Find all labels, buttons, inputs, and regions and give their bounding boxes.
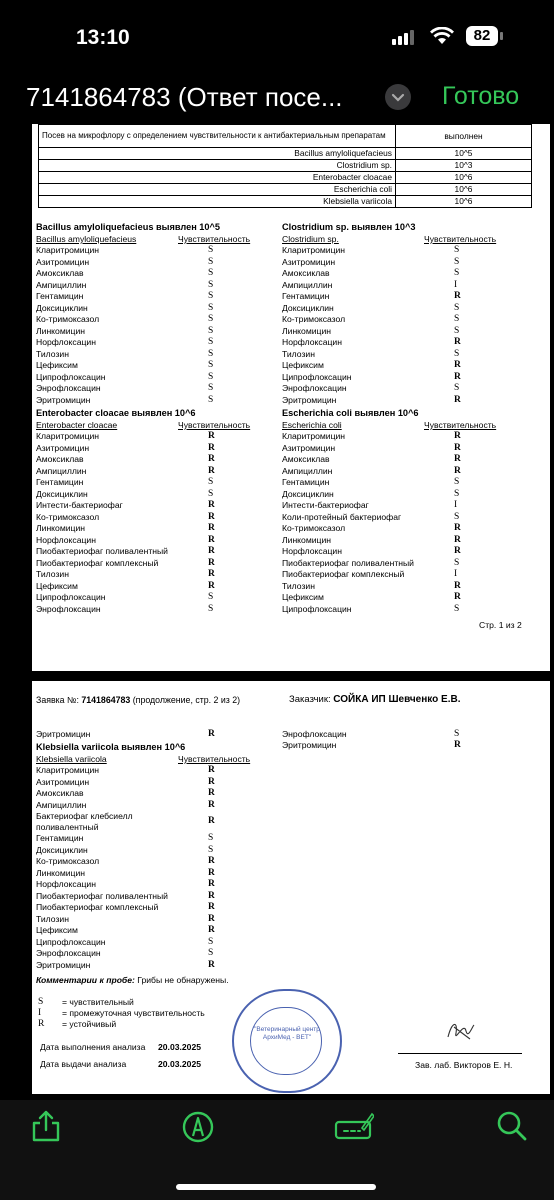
share-icon[interactable] (28, 1108, 64, 1144)
drug-name: Линкомицин (36, 325, 85, 336)
drug-name: Азитромицин (282, 256, 336, 267)
block-title: Enterobacter cloacae выявлен 10^6 (36, 408, 196, 418)
sensitivity-value: R (208, 765, 215, 775)
culture-name: Clostridium sp. (39, 160, 396, 172)
drug-name: Доксициклин (282, 488, 334, 499)
cellular-signal-icon (392, 29, 418, 45)
sensitivity-value: R (454, 454, 461, 464)
sensitivity-value: S (208, 603, 214, 614)
sensitivity-value: R (208, 534, 215, 545)
sensitivity-value: S (208, 256, 214, 267)
sensitivity-value: S (454, 603, 460, 614)
drug-name: Интести-бактериофаг (36, 500, 123, 510)
culture-value: 10^6 (396, 172, 532, 184)
culture-value: 10^6 (396, 184, 532, 196)
sensitivity-value: S (454, 325, 460, 336)
culture-table-row (39, 196, 532, 208)
drug-name: Ципрофлоксацин (36, 371, 106, 382)
drug-name: Ципрофлоксацин (282, 603, 352, 614)
drug-name: Доксициклин (36, 302, 88, 313)
sensitivity-value: S (454, 302, 460, 313)
drug-name: Интести-бактериофаг (282, 500, 369, 510)
sensitivity-value: R (454, 523, 461, 533)
drug-name: Энрофлоксацин (282, 729, 347, 739)
drug-name: Пиобактериофаг поливалентный (36, 890, 168, 901)
sensitivity-value: S (208, 936, 214, 947)
sensitivity-value: S (208, 337, 214, 347)
drug-name: Пиобактериофаг комплексный (282, 569, 405, 579)
date-done: 20.03.2025 (158, 1042, 202, 1052)
block-title: Escherichia coli выявлен 10^6 (282, 408, 419, 418)
drug-name: Ампициллин (36, 279, 87, 290)
signature-line (398, 1053, 522, 1054)
drug-name: Линкомицин (282, 534, 331, 545)
sensitivity-value: S (208, 302, 214, 313)
drug-name: Пиобактериофаг поливалентный (36, 546, 168, 556)
drug-name: Кларитромицин (282, 431, 346, 441)
block-title: Klebsiella variicola выявлен 10^6 (36, 742, 186, 752)
sensitivity-value: R (454, 337, 461, 347)
date-issue: 20.03.2025 (158, 1059, 202, 1069)
drug-name: Ампициллин (36, 465, 87, 476)
drug-name: Цефиксим (36, 360, 78, 370)
drug-name: Амоксиклав (36, 268, 84, 278)
drug-name: Амоксиклав (36, 788, 84, 798)
sensitivity-value: S (208, 371, 214, 382)
sensitivity-value: S (208, 268, 214, 278)
drug-name: Ко-тримоксазол (36, 314, 100, 324)
customer-label: Заказчик: (289, 694, 331, 705)
sensitivity-value: S (454, 729, 460, 739)
culture-table-row (39, 184, 532, 196)
drug-name: Азитромицин (282, 442, 336, 453)
markup-icon[interactable] (180, 1108, 216, 1144)
drug-name: Кларитромицин (36, 765, 100, 775)
drug-name: Энрофлоксацин (36, 603, 101, 614)
drug-name: Гентамицин (36, 291, 84, 301)
sensitivity-value: S (454, 488, 460, 499)
legend-text: = устойчивый (62, 1019, 117, 1029)
sensitivity-value: S (208, 394, 214, 405)
comment-label: Комментарии к пробе: (36, 975, 135, 985)
drug-name: Эритромицин (36, 394, 91, 405)
nav-bar (0, 72, 554, 122)
sensitivity-value: R (208, 925, 215, 935)
date-issue-label: Дата выдачи анализа (40, 1059, 127, 1069)
drug-name: Пиобактериофаг комплексный (36, 557, 159, 568)
drug-name: Амоксиклав (282, 268, 330, 278)
sensitivity-value: R (208, 902, 215, 912)
sensitivity-value: R (208, 856, 215, 866)
sensitivity-value: R (454, 534, 461, 545)
drug-name: Ципрофлоксацин (36, 936, 106, 947)
culture-name: Enterobacter cloacae (39, 172, 396, 184)
sensitivity-value: S (454, 314, 460, 324)
drug-name: Норфлоксацин (282, 337, 342, 347)
culture-table-status: выполнен (396, 125, 532, 148)
organism-header: Enterobacter cloacae (36, 420, 118, 430)
drug-name: Ципрофлоксацин (36, 592, 106, 602)
signature (444, 1017, 478, 1047)
drug-name: Эритромицин (36, 729, 91, 739)
drug-name: Кларитромицин (282, 245, 346, 255)
sensitivity-value: R (454, 371, 461, 382)
drug-name: Кларитромицин (36, 245, 100, 255)
status-bar (0, 0, 554, 70)
drug-name: Доксициклин (36, 488, 88, 499)
drug-name: Доксициклин (36, 844, 88, 855)
legend-text: = чувствительный (62, 997, 134, 1007)
drug-name: Норфлоксацин (36, 337, 96, 347)
sensitivity-value: R (454, 442, 461, 453)
sensitivity-value: S (454, 245, 460, 255)
sensitivity-value: S (208, 833, 214, 843)
drug-name: Амоксиклав (282, 454, 330, 464)
sensitivity-value: S (208, 348, 214, 359)
drug-name: Энрофлоксацин (282, 383, 347, 393)
drug-name: Ко-тримоксазол (36, 856, 100, 866)
drug-name: Гентамицин (282, 291, 330, 301)
sensitivity-value: I (454, 500, 458, 510)
drug-name: Амоксиклав (36, 454, 84, 464)
drug-name: Ампициллин (282, 279, 333, 290)
drug-name: Ко-тримоксазол (36, 511, 100, 522)
sensitivity-value: R (208, 442, 215, 453)
signer-name: Зав. лаб. Викторов Е. Н. (415, 1060, 513, 1070)
sensitivity-value: S (208, 592, 214, 602)
sensitivity-value: R (208, 431, 215, 441)
sensitivity-header: Чувствительность (424, 234, 497, 244)
sensitivity-value: S (454, 256, 460, 267)
sensitivity-value: S (208, 948, 214, 958)
sensitivity-value: S (208, 488, 214, 499)
home-indicator (176, 1184, 376, 1190)
battery-tip (500, 32, 503, 40)
sensitivity-value: S (208, 314, 214, 324)
sensitivity-value: R (454, 360, 461, 370)
sensitivity-value: R (454, 740, 461, 750)
sensitivity-value: R (208, 867, 215, 878)
sensitivity-value: R (208, 580, 215, 591)
sensitivity-value: R (454, 546, 461, 556)
lab-stamp (232, 989, 342, 1093)
organism-header: Clostridium sp. (282, 234, 339, 244)
sensitivity-value: S (208, 360, 214, 370)
sensitivity-value: R (208, 816, 215, 826)
drug-name: Ампициллин (282, 465, 333, 476)
drug-name: Цефиксим (36, 580, 78, 591)
sensitivity-value: R (208, 500, 215, 510)
culture-table-row (39, 148, 532, 160)
legend-key: I (38, 1008, 42, 1018)
culture-table (38, 124, 532, 208)
document-page-1 (32, 124, 550, 671)
signature-icon[interactable] (334, 1108, 374, 1144)
sensitivity-value: R (454, 465, 461, 476)
drug-name: Кларитромицин (36, 431, 100, 441)
sensitivity-value: S (208, 325, 214, 336)
culture-table-title: Посев на микрофлору с определением чувствительности к антибактериальным препаратам (39, 125, 396, 148)
drug-name: Цефиксим (36, 925, 78, 935)
culture-value: 10^3 (396, 160, 532, 172)
drug-name: Ко-тримоксазол (282, 314, 346, 324)
sensitivity-value: S (454, 383, 460, 393)
organism-header: Klebsiella variicola (36, 754, 107, 764)
drug-name: Тилозин (282, 348, 315, 359)
drug-name: Пиобактериофаг комплексный (36, 902, 159, 912)
document-title[interactable]: 7141864783 (Ответ посе... (26, 82, 343, 112)
order-label: Заявка №: (36, 695, 79, 705)
drug-name: Коли-протейный бактериофаг (282, 511, 402, 522)
drug-name: Линкомицин (36, 867, 85, 878)
stamp-text: "Ветеринарный центр АрхиМед - ВЕТ" (254, 1026, 320, 1041)
sensitivity-value: R (208, 890, 215, 901)
drug-name: Энрофлоксацин (36, 948, 101, 958)
sensitivity-value: R (454, 580, 461, 591)
legend-key: R (38, 1019, 45, 1029)
sensitivity-value: R (208, 729, 215, 739)
clock: 13:10 (76, 26, 130, 49)
drug-name: Цефиксим (282, 360, 324, 370)
culture-name: Escherichia coli (39, 184, 396, 196)
search-icon[interactable] (494, 1108, 530, 1144)
drug-name: Эритромицин (36, 959, 91, 970)
order-number: 7141864783 (81, 695, 131, 705)
drug-name: Цефиксим (282, 592, 324, 602)
sensitivity-value: R (208, 546, 215, 556)
sensitivity-value: S (454, 268, 460, 278)
document-page-2 (32, 681, 550, 1094)
drug-name: Азитромицин (36, 442, 90, 453)
block-title: Clostridium sp. выявлен 10^3 (282, 222, 416, 232)
drug-name: Гентамицин (36, 477, 84, 487)
sensitivity-value: R (454, 394, 461, 405)
legend-text: = промежуточная чувствительность (62, 1008, 205, 1018)
sensitivity-value: S (454, 557, 460, 568)
legend-key: S (38, 997, 44, 1007)
culture-name: Bacillus amyloliquefacieus (39, 148, 396, 160)
drug-name: Линкомицин (36, 523, 85, 533)
culture-name: Klebsiella variicola (39, 196, 396, 208)
page-number: Стр. 1 из 2 (479, 620, 522, 630)
drug-name: Норфлоксацин (282, 546, 342, 556)
drug-name: Гентамицин (282, 477, 330, 487)
drug-name: Тилозин (36, 348, 69, 359)
drug-name: Доксициклин (282, 302, 334, 313)
culture-table-header (39, 125, 532, 148)
drug-name: Энрофлоксацин (36, 383, 101, 393)
sensitivity-value: R (454, 291, 461, 301)
culture-value: 10^5 (396, 148, 532, 160)
date-done-label: Дата выполнения анализа (40, 1042, 146, 1052)
sensitivity-value: R (454, 431, 461, 441)
drug-name: Ко-тримоксазол (282, 523, 346, 533)
sensitivity-value: S (208, 245, 214, 255)
drug-name: Норфлоксацин (36, 534, 96, 545)
chevron-down-icon[interactable] (385, 84, 411, 110)
sensitivity-value: R (208, 776, 215, 787)
sensitivity-value: S (454, 477, 460, 487)
organism-header: Escherichia coli (282, 420, 342, 430)
sensitivity-value: R (208, 569, 215, 579)
drug-name: Азитромицин (36, 776, 90, 787)
battery-icon: 82 (466, 26, 498, 46)
culture-table-row (39, 160, 532, 172)
customer-name: СОЙКА ИП Шевченко Е.В. (333, 694, 461, 705)
drug-name: Эритромицин (282, 394, 337, 405)
order-continuation: (продолжение, стр. 2 из 2) (132, 695, 241, 705)
sensitivity-value: R (208, 879, 215, 889)
drug-name: Линкомицин (282, 325, 331, 336)
sensitivity-value: R (208, 557, 215, 568)
sensitivity-value: R (208, 523, 215, 533)
sensitivity-value: I (454, 569, 458, 579)
drug-name: Пиобактериофаг поливалентный (282, 557, 414, 568)
sensitivity-value: R (208, 913, 215, 924)
drug-name: Ципрофлоксацин (282, 371, 352, 382)
drug-name: Ампициллин (36, 799, 87, 810)
sensitivity-value: R (208, 799, 215, 810)
drug-name: Гентамицин (36, 833, 84, 843)
sensitivity-value: R (208, 959, 215, 970)
sensitivity-value: R (208, 511, 215, 522)
sensitivity-value: S (208, 844, 214, 855)
sensitivity-value: S (208, 383, 214, 393)
drug-name: Бактериофаг клебсиелл поливалентный (36, 811, 133, 832)
sensitivity-value: S (454, 511, 460, 522)
sensitivity-value: S (454, 348, 460, 359)
sensitivity-value: R (208, 454, 215, 464)
drug-name: Азитромицин (36, 256, 90, 267)
comment-text: Грибы не обнаружены. (137, 975, 229, 985)
sensitivity-value: R (454, 592, 461, 602)
culture-value: 10^6 (396, 196, 532, 208)
sensitivity-value: S (208, 279, 214, 290)
block-title: Bacillus amyloliquefacieus выявлен 10^5 (36, 222, 220, 232)
drug-name: Эритромицин (282, 740, 337, 750)
organism-header: Bacillus amyloliquefacieus (36, 234, 137, 244)
sensitivity-value: I (454, 279, 458, 290)
sensitivity-header: Чувствительность (424, 420, 497, 430)
drug-name: Тилозин (282, 580, 315, 591)
sensitivity-value: R (208, 788, 215, 798)
drug-name: Тилозин (36, 569, 69, 579)
wifi-icon (430, 27, 454, 45)
sensitivity-header: Чувствительность (178, 234, 251, 244)
sensitivity-value: R (208, 465, 215, 476)
sensitivity-value: S (208, 291, 214, 301)
sensitivity-header: Чувствительность (178, 754, 251, 764)
sensitivity-header: Чувствительность (178, 420, 251, 430)
drug-name: Тилозин (36, 913, 69, 924)
done-button[interactable]: Готово (442, 82, 520, 110)
culture-table-row (39, 172, 532, 184)
sensitivity-value: S (208, 477, 214, 487)
drug-name: Норфлоксацин (36, 879, 96, 889)
